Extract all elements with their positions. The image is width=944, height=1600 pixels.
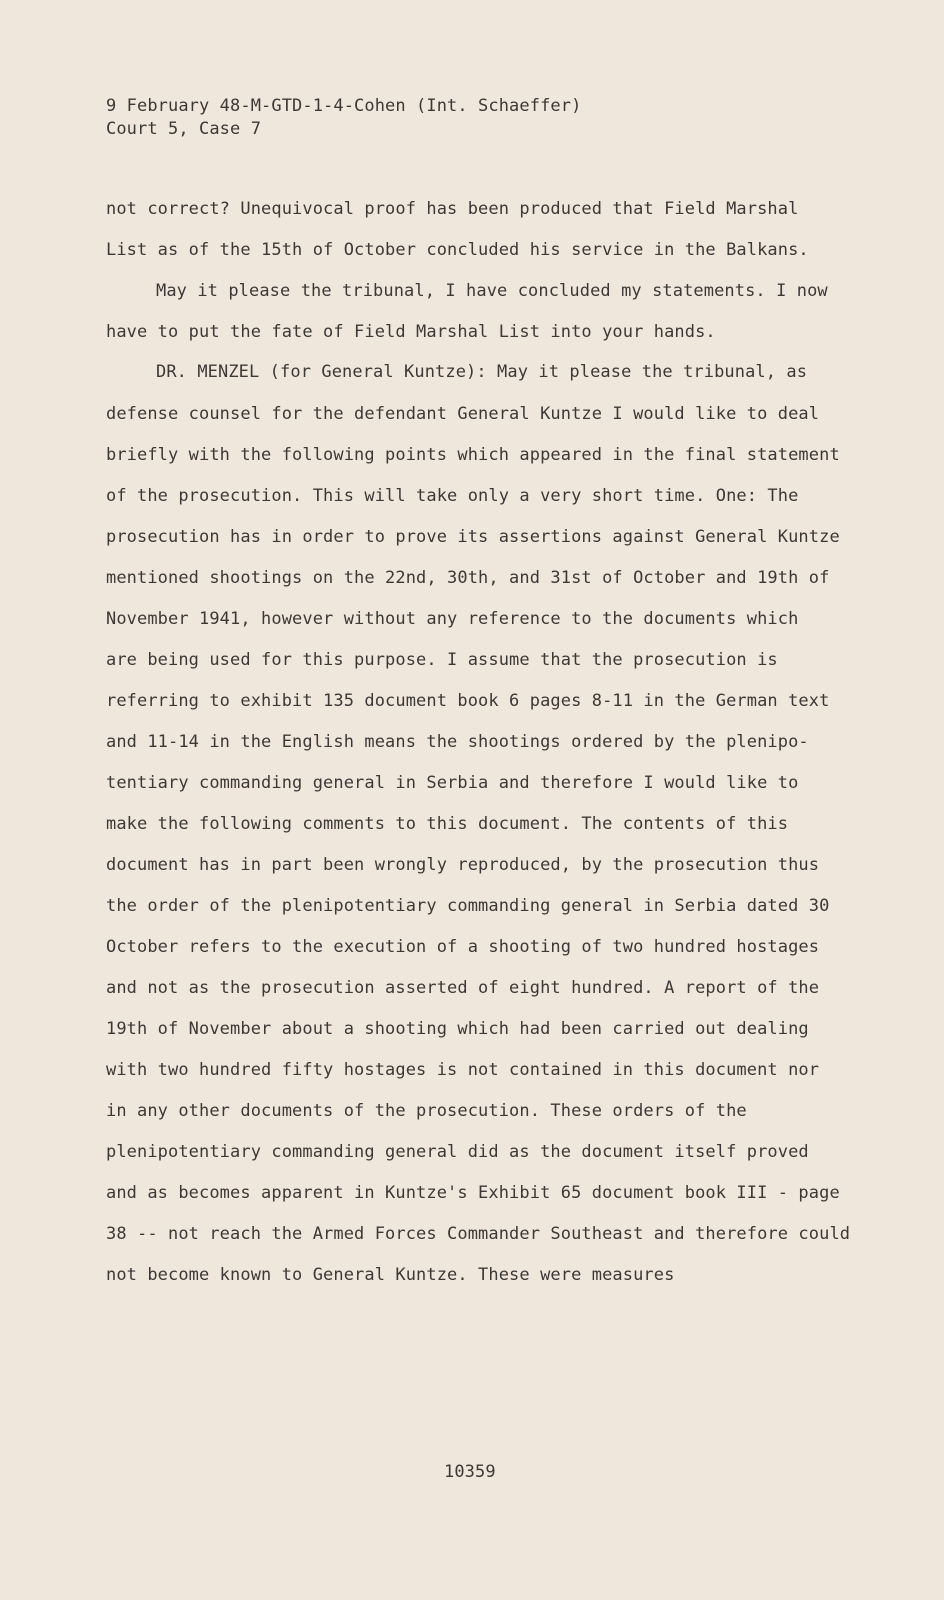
text-line: plenipotentiary commanding general did as the document itself proved (106, 1142, 809, 1162)
text-line: of the prosecution. This will take only a very short time. One: The (106, 486, 799, 506)
text-line: 38 -- not reach the Armed Forces Commander Southeast and therefore could (106, 1224, 851, 1244)
text-line: DR. MENZEL (for General Kuntze): May it please the tribunal, as (156, 362, 808, 382)
text-line: with two hundred fifty hostages is not contained in this document nor (106, 1060, 820, 1080)
header-date-line: 9 February 48-M-GTD-1-4-Cohen (Int. Schaeffer) (106, 96, 582, 116)
text-line: and not as the prosecution asserted of eight hundred. A report of the (106, 978, 820, 998)
text-line: in any other documents of the prosecution. These orders of the (106, 1101, 747, 1121)
text-line: not become known to General Kuntze. These were measures (106, 1265, 675, 1285)
text-line: and as becomes apparent in Kuntze's Exhibit 65 document book III - page (106, 1183, 840, 1203)
text-line: prosecution has in order to prove its assertions against General Kuntze (106, 527, 840, 547)
text-line: make the following comments to this document. The contents of this (106, 814, 789, 834)
text-line: document has in part been wrongly reproduced, by the prosecution thus (106, 855, 820, 875)
text-line: November 1941, however without any reference to the documents which (106, 609, 799, 629)
text-line: briefly with the following points which appeared in the final statement (106, 445, 840, 465)
page-number: 10359 (444, 1462, 496, 1482)
text-line: referring to exhibit 135 document book 6 pages 8-11 in the German text (106, 691, 830, 711)
text-line: have to put the fate of Field Marshal List into your hands. (106, 322, 716, 342)
text-line: and 11-14 in the English means the shootings ordered by the plenipo- (106, 732, 809, 752)
text-line: May it please the tribunal, I have concluded my statements. I now (156, 281, 828, 301)
text-line: the order of the plenipotentiary commanding general in Serbia dated 30 (106, 896, 830, 916)
text-line: mentioned shootings on the 22nd, 30th, and 31st of October and 19th of (106, 568, 830, 588)
text-line: 19th of November about a shooting which had been carried out dealing (106, 1019, 809, 1039)
text-line: defense counsel for the defendant General Kuntze I would like to deal (106, 404, 820, 424)
text-line: List as of the 15th of October concluded his service in the Balkans. (106, 240, 809, 260)
text-line: not correct? Unequivocal proof has been produced that Field Marshal (106, 199, 799, 219)
text-line: are being used for this purpose. I assume that the prosecution is (106, 650, 778, 670)
text-line: October refers to the execution of a shooting of two hundred hostages (106, 937, 820, 957)
header-court-line: Court 5, Case 7 (106, 119, 262, 139)
text-line: tentiary commanding general in Serbia and therefore I would like to (106, 773, 799, 793)
